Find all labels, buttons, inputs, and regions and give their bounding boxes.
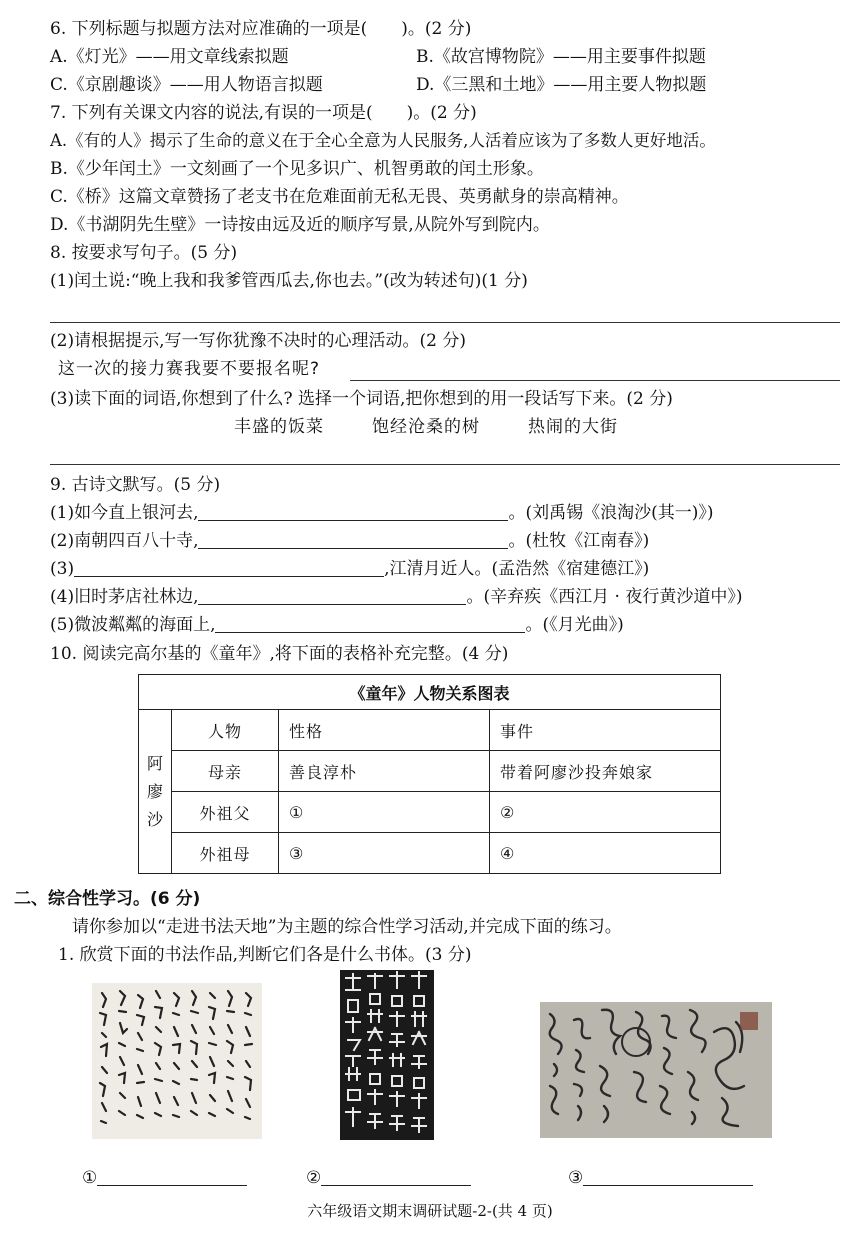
q6-option-d: D.《三黑和土地》——用主要人物拟题 (416, 75, 707, 95)
table-cell: 外祖母 (172, 833, 279, 874)
q8-part1: (1)闰土说:“晚上我和我爹管西瓜去,你也去。”(改为转述句)(1 分) (50, 271, 528, 291)
seal-stamp (740, 1012, 758, 1030)
q9-line-5-prefix: (5)微波粼粼的海面上, (50, 615, 216, 635)
q8-stem: 8. 按要求写句子。(5 分) (50, 243, 238, 263)
q7-stem: 7. 下列有关课文内容的说法,有误的一项是( )。(2 分) (50, 103, 477, 123)
q9-line-5-suffix: 。(《月光曲》) (525, 615, 624, 635)
q8-part2: (2)请根据提示,写一写你犹豫不决时的心理活动。(2 分) (50, 331, 466, 351)
q9-line-4-suffix: 。(辛弃疾《西江月 · 夜行黄沙道中》) (466, 587, 743, 607)
q9-line-3-suffix: ,江清月近人。(孟浩然《宿建德江》) (384, 559, 650, 579)
q8-word-1: 丰盛的饭菜 (234, 417, 324, 437)
q6-stem: 6. 下列标题与拟题方法对应准确的一项是( )。(2 分) (50, 19, 472, 39)
q9-line-4 (50, 586, 742, 608)
table-cell: 带着阿廖沙投奔娘家 (490, 751, 721, 792)
q9-line-4-prefix: (4)旧时茅店社林边, (50, 587, 199, 607)
q8-part2-prompt: 这一次的接力赛我要不要报名呢? (58, 359, 321, 379)
page-footer: 六年级语文期末调研试题-2-(共 4 页) (307, 1202, 553, 1220)
q9-line-2-suffix: 。(杜牧《江南春》) (508, 531, 650, 551)
q9-blank-2[interactable] (198, 532, 508, 549)
calligraphy-answer-2 (306, 1168, 471, 1188)
calligraphy-answer-1 (82, 1168, 247, 1188)
table-cell: 母亲 (172, 751, 279, 792)
q9-blank-3[interactable] (74, 560, 384, 577)
q9-blank-4[interactable] (198, 588, 466, 605)
q8-word-3: 热闹的大街 (528, 417, 618, 437)
table-header-character: 人物 (172, 710, 279, 751)
q9-blank-1[interactable] (198, 504, 508, 521)
table-answer-cell[interactable]: ③ (279, 833, 490, 874)
table-header-personality: 性格 (279, 710, 490, 751)
calligraphy-blank-1[interactable] (97, 1169, 247, 1186)
q7-option-a: A.《有的人》揭示了生命的意义在于全心全意为人民服务,人活着应该为了多数人更好地活。 (50, 131, 716, 150)
table-side-label (139, 710, 172, 874)
q9-line-2-prefix: (2)南朝四百八十寺, (50, 531, 199, 551)
calligraphy-answer-3 (568, 1168, 753, 1188)
table-row (139, 833, 721, 874)
q7-option-c: C.《桥》这篇文章赞扬了老支书在危难面前无私无畏、英勇献身的崇高精神。 (50, 187, 629, 207)
q9-blank-5[interactable] (215, 616, 525, 633)
table-answer-cell[interactable]: ② (490, 792, 721, 833)
table-row (139, 792, 721, 833)
q9-line-1-prefix: (1)如今直上银河去, (50, 503, 199, 523)
q10-stem: 10. 阅读完高尔基的《童年》,将下面的表格补充完整。(4 分) (50, 644, 509, 664)
calligraphy-blank-3[interactable] (583, 1169, 753, 1186)
q8-part3: (3)读下面的词语,你想到了什么? 选择一个词语,把你想到的用一段话写下来。(2 分) (50, 389, 673, 409)
section-2-intro: 请你参加以“走进书法天地”为主题的综合性学习活动,并完成下面的练习。 (72, 917, 622, 937)
q6-option-a: A.《灯光》——用文章线索拟题 (50, 47, 289, 67)
q9-line-3 (50, 558, 649, 580)
q9-line-3-prefix: (3) (50, 559, 75, 579)
q9-line-2 (50, 530, 649, 552)
calligraphy-image-2 (340, 970, 434, 1140)
calligraphy-image-3 (540, 1002, 772, 1138)
table-header-event: 事件 (490, 710, 721, 751)
table-cell: 外祖父 (172, 792, 279, 833)
calligraphy-image-1 (92, 983, 262, 1139)
table-cell: 善良淳朴 (279, 751, 490, 792)
calligraphy-blank-2[interactable] (321, 1169, 471, 1186)
calligraphy-running-script-icon (92, 983, 262, 1139)
q8-part1-answer-line[interactable] (50, 322, 840, 323)
calligraphy-answer-1-label: ① (82, 1168, 98, 1188)
q9-line-1-suffix: 。(刘禹锡《浪淘沙(其一)》) (508, 503, 714, 523)
section-2-question-1: 1. 欣赏下面的书法作品,判断它们各是什么书体。(3 分) (58, 945, 472, 965)
section-2-title: 二、综合性学习。(6 分) (14, 889, 201, 909)
q6-option-b: B.《故宫博物院》——用主要事件拟题 (416, 47, 706, 67)
calligraphy-cursive-script-icon (540, 1002, 772, 1138)
q7-option-b: B.《少年闰土》一文刻画了一个见多识广、机智勇敢的闰土形象。 (50, 159, 544, 179)
character-relationship-table (138, 674, 721, 874)
table-row (139, 751, 721, 792)
table-title: 《童年》人物关系图表 (139, 675, 721, 710)
table-answer-cell[interactable]: ④ (490, 833, 721, 874)
table-side-text: 阿 廖 沙 (146, 753, 163, 829)
q7-option-d: D.《书湖阴先生壁》一诗按由远及近的顺序写景,从院外写到院内。 (50, 215, 550, 235)
q9-line-5 (50, 614, 624, 636)
q6-option-c: C.《京剧趣谈》——用人物语言拟题 (50, 75, 323, 95)
q8-part3-answer-line[interactable] (50, 464, 840, 465)
calligraphy-regular-script-icon (340, 970, 434, 1140)
q8-word-2: 饱经沧桑的树 (372, 417, 480, 437)
q9-stem: 9. 古诗文默写。(5 分) (50, 475, 221, 495)
q8-part2-answer-line[interactable] (350, 380, 840, 381)
table-answer-cell[interactable]: ① (279, 792, 490, 833)
calligraphy-answer-2-label: ② (306, 1168, 322, 1188)
calligraphy-answer-3-label: ③ (568, 1168, 584, 1188)
q9-line-1 (50, 502, 714, 524)
